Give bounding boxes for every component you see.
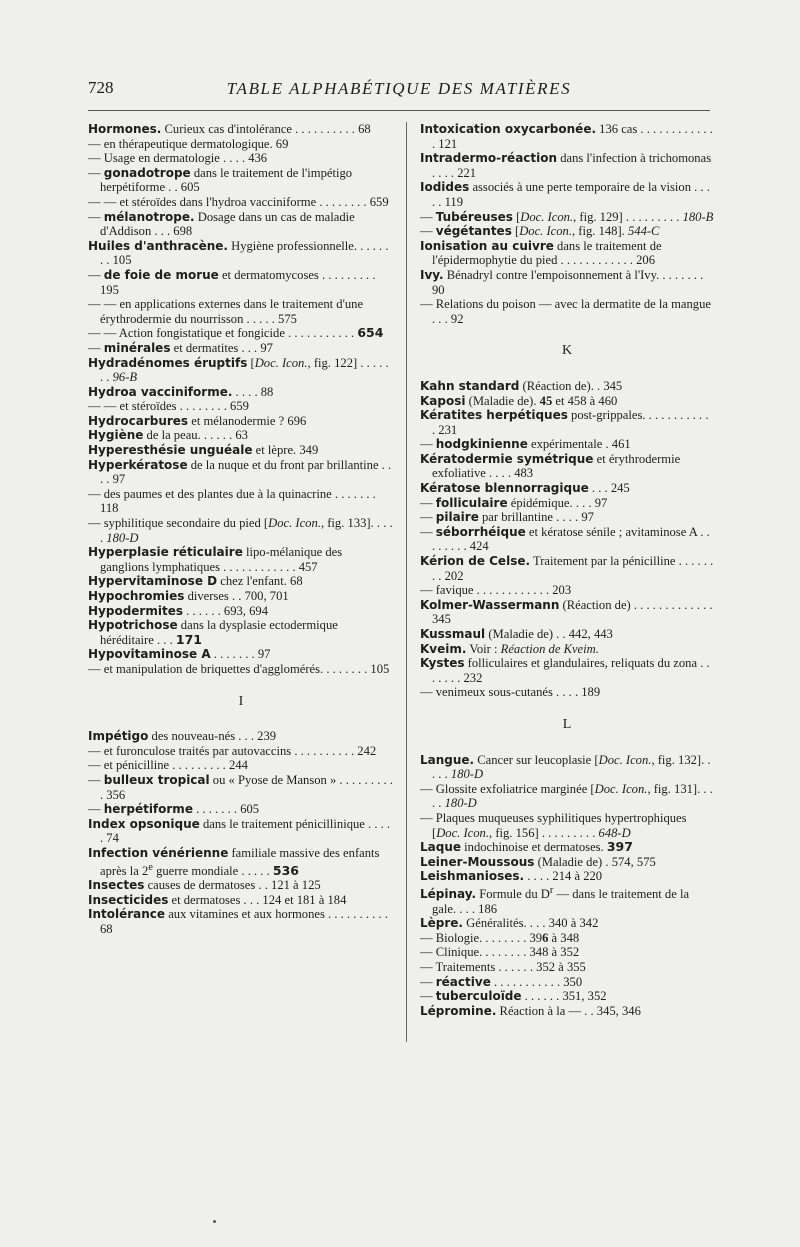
page-number: 728 <box>88 78 114 97</box>
index-entry: — Relations du poison — avec la dermatite de la mangue . . . 92 <box>420 297 711 326</box>
section-letter: K <box>561 343 573 359</box>
index-entry: Hydroa vacciniforme. . . . . 88 <box>88 384 274 399</box>
index-entry: — bulleux tropical ou « Pyose de Manson » . . . . . . . . . . 356 <box>88 772 393 802</box>
index-entry: Kérion de Celse. Traitement par la pénicilline . . . . . . . . 202 <box>420 554 714 583</box>
column-divider <box>406 122 407 1042</box>
index-entry: — végétantes [Doc. Icon., fig. 148]. 544-C <box>420 224 660 239</box>
page-header <box>88 78 710 102</box>
index-column-left <box>88 122 394 937</box>
index-entry: — des paumes et des plantes due à la quinacrine . . . . . . . 118 <box>88 486 376 516</box>
running-title: TABLE ALPHABÉTIQUE DES MATIÈRES <box>226 79 572 98</box>
index-entry: Hydradénomes éruptifs [Doc. Icon., fig. 122] . . . . . . . 96-B <box>88 355 389 385</box>
index-entry: Hypervitaminose D chez l'enfant. 68 <box>88 574 303 589</box>
index-entry: — réactive . . . . . . . . . . . 350 <box>420 974 583 989</box>
index-entry: Iodides associés à une perte temporaire de la vision . . . . . 119 <box>420 180 710 209</box>
header-rule <box>88 110 710 111</box>
index-entry: Hypochromies diverses . . 700, 701 <box>88 589 289 603</box>
index-entry: Kahn standard (Réaction de). . 345 <box>420 378 623 393</box>
index-entry: — Biologie. . . . . . . . 396 à 348 <box>420 930 580 945</box>
index-entry: Hypodermites . . . . . . 693, 694 <box>88 603 268 618</box>
index-entry: — gonadotrope dans le traitement de l'impétigo herpétiforme . . 605 <box>88 165 353 195</box>
index-entry: Hormones. Curieux cas d'intolérance . . . . . . . . . . 68 <box>88 122 371 136</box>
index-entry: — minérales et dermatites . . . 97 <box>88 340 273 355</box>
index-entry: — pilaire par brillantine . . . . 97 <box>420 510 594 525</box>
index-entry: Intoxication oxycarbonée. 136 cas . . . . . . . . . . . . . 121 <box>420 122 713 151</box>
index-entry: Insectes causes de dermatoses . . 121 à 125 <box>88 878 321 893</box>
index-entry: — — et stéroïdes dans l'hydroa vacciniforme . . . . . . . . 659 <box>88 194 389 209</box>
index-entry: — et manipulation de briquettes d'agglomérés. . . . . . . . 105 <box>88 661 390 676</box>
index-entry: — syphilitique secondaire du pied [Doc. Icon., fig. 133]. . . . . 180-D <box>88 516 393 545</box>
index-entry: Lépromine. Réaction à la — . . 345, 346 <box>420 1003 641 1018</box>
index-entry: — Plaques muqueuses syphilitiques hypertrophiques [Doc. Icon., fig. 156] . . . . . . . . . 648-D <box>420 810 687 840</box>
index-entry: Kératose blennorragique . . . 245 <box>420 481 630 496</box>
index-entry: Hydrocarbures et mélanodermie ? 696 <box>88 413 307 428</box>
index-entry: — Tubéreuses [Doc. Icon., fig. 129] . . . . . . . . . 180-B <box>420 209 714 224</box>
index-entry: Hygiène de la peau. . . . . . 63 <box>88 428 248 443</box>
index-entry: Intolérance aux vitamines et aux hormones . . . . . . . . . . 68 <box>88 907 388 937</box>
index-entry: — Clinique. . . . . . . . 348 à 352 <box>420 945 580 960</box>
index-entry: — herpétiforme . . . . . . . 605 <box>88 802 260 817</box>
index-entry: — Traitements . . . . . . 352 à 355 <box>420 960 586 975</box>
index-entry: Kératites herpétiques post-grippales. . . . . . . . . . . . 231 <box>420 408 709 437</box>
index-entry: — tuberculoïde . . . . . . 351, 352 <box>420 989 607 1004</box>
index-entry: Kussmaul (Maladie de) . . 442, 443 <box>420 627 613 641</box>
section-letter: L <box>562 716 572 732</box>
index-entry: Hypovitaminose A . . . . . . . 97 <box>88 647 271 662</box>
index-entry: Kolmer-Wassermann (Réaction de) . . . . . . . . . . . . . 345 <box>420 597 713 627</box>
index-entry: Lépinay. Formule du $D^r$ — dans le traitement de la gale. . . . 186 <box>420 884 690 916</box>
index-entry: Kystes folliculaires et glandulaires, reliquats du zona . . . . . . . 232 <box>420 656 710 685</box>
index-entry: Insecticides et dermatoses . . . 124 et 181 à 184 <box>88 892 347 907</box>
index-entry: Hyperplasie réticulaire lipo-mélanique des ganglions lymphatiques . . . . . . . . . . . . 457 <box>88 545 343 574</box>
index-entry: Hypotrichose dans la dysplasie ectodermique héréditaire . . . 171 <box>88 618 338 647</box>
index-entry: Huiles d'anthracène. Hygiène professionnelle. . . . . . . . 105 <box>88 238 389 268</box>
index-entry: — favique . . . . . . . . . . . . 203 <box>420 583 572 598</box>
index-entry: — folliculaire épidémique. . . . 97 <box>420 495 608 510</box>
index-entry: Kératodermie symétrique et érythrodermie exfoliative . . . . 483 <box>420 451 681 481</box>
index-entry: — en thérapeutique dermatologique. 69 <box>88 136 289 151</box>
index-entry: Ionisation au cuivre dans le traitement de l'épidermophytie du pied . . . . . . . . . . . . 206 <box>420 238 662 268</box>
index-entry: Langue. Cancer sur leucoplasie [Doc. Icon., fig. 132]. . . . . 180-D <box>420 752 711 782</box>
index-entry: Intradermo-réaction dans l'infection à trichomonas . . . . 221 <box>420 151 712 180</box>
index-entry: Impétigo des nouveau-nés . . . 239 <box>88 729 277 744</box>
index-entry: — hodgkinienne expérimentale . 461 <box>420 437 631 452</box>
index-entry: — et pénicilline . . . . . . . . . 244 <box>88 758 248 773</box>
index-entry: — Glossite exfoliatrice marginée [Doc. Icon., fig. 131]. . . . . 180-D <box>420 781 713 811</box>
index-entry: — — en applications externes dans le traitement d'une érythrodermie du nourrisson . . . . . 575 <box>88 297 364 326</box>
index-entry: Kveim. Voir : Réaction de Kveim. <box>420 641 599 656</box>
section-letter: I <box>238 693 244 709</box>
index-entry: — mélanotrope. Dosage dans un cas de maladie d'Addison . . . 698 <box>88 209 355 239</box>
print-speck <box>213 1220 216 1223</box>
index-entry: Kaposi (Maladie de). 45 et 458 à 460 <box>420 393 618 408</box>
index-entry: — Usage en dermatologie . . . . 436 <box>88 151 268 166</box>
index-entry: — venimeux sous-cutanés . . . . 189 <box>420 685 601 700</box>
index-entry: Infection vénérienne familiale massive des enfants après la 2e guerre mondiale . . . . . 536 <box>88 845 380 878</box>
index-entry: Index opsonique dans le traitement pénicillinique . . . . . 74 <box>88 816 391 846</box>
index-entry: Leiner-Moussous (Maladie de) . 574, 575 <box>420 854 656 869</box>
index-entry: Leishmanioses. . . . . 214 à 220 <box>420 869 603 884</box>
index-entry: Hyperkératose de la nuque et du front par brillantine . . . . 97 <box>88 457 392 487</box>
index-entry: Ivy. Bénadryl contre l'empoisonnement à l'Ivy. . . . . . . . 90 <box>420 267 704 297</box>
index-entry: — séborrhéique et kératose sénile ; avitaminose A . . . . . . . . 424 <box>420 524 710 554</box>
index-entry: Hyperesthésie unguéale et lèpre. 349 <box>88 443 319 458</box>
index-entry: — — Action fongistatique et fongicide . . . . . . . . . . . 654 <box>88 325 384 341</box>
index-entry: — — et stéroïdes . . . . . . . . 659 <box>88 399 249 414</box>
index-entry: Lèpre. Généralités. . . . 340 à 342 <box>420 916 599 931</box>
index-entry: Laque indochinoise et dermatoses. 397 <box>420 839 633 855</box>
index-column-right <box>420 122 714 1018</box>
index-entry: — de foie de morue et dermatomycoses . . . . . . . . . 195 <box>88 267 376 297</box>
index-entry: — et furonculose traités par autovaccins . . . . . . . . . . 242 <box>88 743 377 758</box>
